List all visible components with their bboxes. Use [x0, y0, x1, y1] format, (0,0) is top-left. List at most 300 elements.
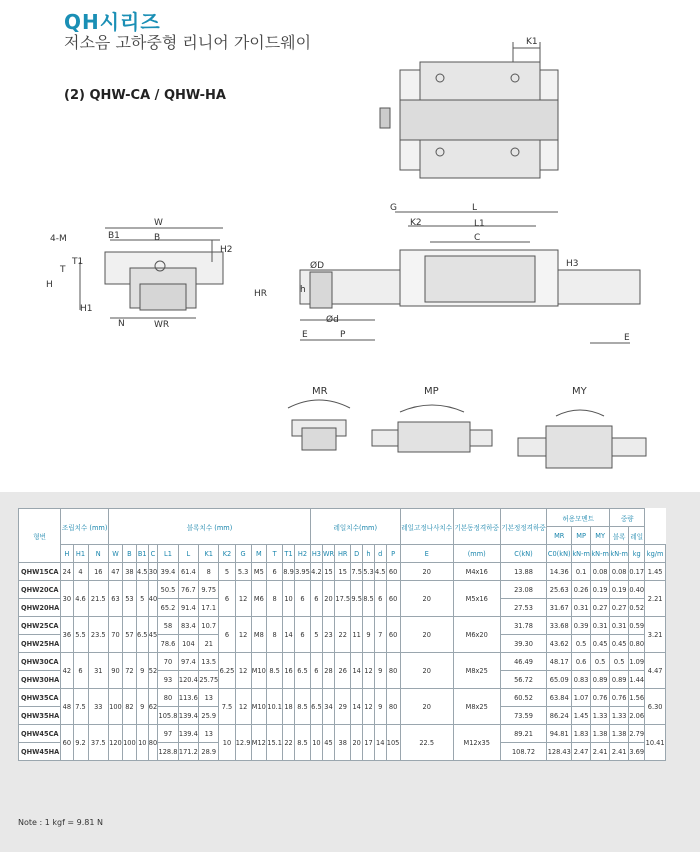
table-cell: 8.5 [294, 689, 310, 725]
table-cell: 10 [219, 725, 235, 761]
table-cell: 5 [219, 563, 235, 581]
table-cell: 8 [199, 563, 219, 581]
table-cell: 7.5 [219, 689, 235, 725]
model-cell: QHW15CA [19, 563, 61, 581]
th-rail-w: 레일 [629, 527, 645, 545]
table-cell: 0.19 [610, 581, 629, 599]
table-cell: M6 [251, 581, 266, 617]
table-cell: 14 [283, 617, 295, 653]
model-cell: QHW20HA [19, 599, 61, 617]
table-cell: 70 [158, 653, 178, 671]
table-cell: 5.5 [73, 617, 88, 653]
table-cell: 6.5 [136, 617, 148, 653]
table-cell: 65.2 [158, 599, 178, 617]
table-cell: 31.67 [547, 599, 572, 617]
table-cell: 52 [148, 653, 158, 689]
table-cell: 17 [363, 725, 375, 761]
table-cell: 8 [267, 617, 283, 653]
table-cell: 80 [148, 725, 158, 761]
table-cell: 80 [386, 689, 400, 725]
table-cell: 73.59 [500, 707, 547, 725]
table-cell: 14 [374, 725, 386, 761]
table-cell: 128.8 [158, 743, 178, 761]
model-cell: QHW30HA [19, 671, 61, 689]
label-h2: H2 [220, 245, 233, 255]
label-l: L [472, 203, 478, 213]
table-cell: 83.4 [178, 617, 198, 635]
table-cell: 82 [122, 689, 136, 725]
table-cell: 6 [311, 581, 323, 617]
table-cell: 12 [235, 689, 251, 725]
table-cell: 5 [136, 581, 148, 617]
table-cell: 104 [178, 635, 198, 653]
table-cell: 26 [335, 653, 351, 689]
sub-header-cell: T1 [283, 545, 295, 563]
table-cell: 1.38 [591, 725, 610, 743]
table-cell: 0.1 [572, 563, 591, 581]
table-cell: 97.4 [178, 653, 198, 671]
table-cell: 0.52 [629, 599, 645, 617]
table-cell: 171.2 [178, 743, 198, 761]
table-cell: 9 [374, 653, 386, 689]
table-cell: 7.5 [351, 563, 363, 581]
table-cell: 89.21 [500, 725, 547, 743]
table-cell: 33.68 [547, 617, 572, 635]
table-cell: 20 [400, 563, 453, 581]
table-cell: M8x25 [453, 653, 500, 689]
sub-header-cell: B [122, 545, 136, 563]
table-cell: 13 [199, 689, 219, 707]
sub-header-row [19, 545, 666, 563]
table-cell: 2.41 [610, 743, 629, 761]
table-cell: 6 [73, 653, 88, 689]
model-cell: QHW20CA [19, 581, 61, 599]
sub-header-cell: T [267, 545, 283, 563]
table-cell: 12 [235, 581, 251, 617]
table-cell: 93 [158, 671, 178, 689]
table-cell: 16 [88, 563, 108, 581]
table-cell: 3.95 [294, 563, 310, 581]
table-cell: 6 [219, 617, 235, 653]
front-view-drawing [80, 228, 223, 318]
table-cell: 1.07 [572, 689, 591, 707]
table-cell: 6 [219, 581, 235, 617]
sub-header-cell: L1 [158, 545, 178, 563]
label-g: G [390, 203, 397, 213]
table-cell: 25.9 [199, 707, 219, 725]
label-n: N [118, 319, 125, 329]
th-assembly: 조립치수 (mm) [61, 509, 109, 545]
table-row [19, 617, 666, 635]
table-cell: 1.45 [645, 563, 666, 581]
table-cell: 14 [351, 689, 363, 725]
table-cell: 12 [363, 689, 375, 725]
table-cell: 14.36 [547, 563, 572, 581]
label-t: T [60, 265, 66, 275]
table-cell: 12.9 [235, 725, 251, 761]
label-phi-d: ØD [310, 261, 325, 271]
table-cell: 22.5 [400, 725, 453, 761]
label-k1: K1 [526, 37, 538, 47]
table-cell: 6 [294, 617, 310, 653]
th-model: 형번 [19, 509, 61, 563]
table-cell: 0.08 [591, 563, 610, 581]
table-cell: 0.39 [572, 617, 591, 635]
table-cell: 29 [335, 689, 351, 725]
table-cell: 61.4 [178, 563, 198, 581]
footnote: Note : 1 kgf = 9.81 N [18, 818, 104, 827]
sub-header-cell: E [400, 545, 453, 563]
table-cell: 86.24 [547, 707, 572, 725]
table-cell: 57 [122, 617, 136, 653]
table-cell: 4.5 [136, 563, 148, 581]
table-cell: 12 [235, 653, 251, 689]
spec-body [19, 563, 666, 761]
table-cell: M12x35 [453, 725, 500, 761]
table-cell: 100 [122, 725, 136, 761]
sub-header-cell: W [109, 545, 123, 563]
table-cell: 15 [335, 563, 351, 581]
sub-header-cell: kN-m [591, 545, 610, 563]
table-cell: M4x16 [453, 563, 500, 581]
table-cell: 28 [322, 653, 334, 689]
table-cell: 17.5 [335, 581, 351, 617]
table-cell: 30 [148, 563, 158, 581]
table-cell: 3.21 [645, 617, 666, 653]
sub-header-cell: C(kN) [500, 545, 547, 563]
label-h3: H3 [566, 259, 579, 269]
table-cell: 39.4 [158, 563, 178, 581]
table-cell: 4.6 [73, 581, 88, 617]
table-cell: 4.5 [374, 563, 386, 581]
sub-header-cell: HR [335, 545, 351, 563]
model-cell: QHW35CA [19, 689, 61, 707]
table-cell: 0.19 [591, 581, 610, 599]
table-cell: 48 [61, 689, 73, 725]
table-cell: 56.72 [500, 671, 547, 689]
table-cell: 120 [109, 725, 123, 761]
table-cell: 8.5 [363, 581, 375, 617]
table-cell: 10 [283, 581, 295, 617]
table-cell: 8.9 [283, 563, 295, 581]
sub-header-cell: B1 [136, 545, 148, 563]
table-cell: 1.09 [629, 653, 645, 671]
sub-header-cell: K1 [199, 545, 219, 563]
table-cell: 0.76 [610, 689, 629, 707]
table-cell: 10.41 [645, 725, 666, 761]
table-cell: 0.5 [591, 653, 610, 671]
table-cell: 13.5 [199, 653, 219, 671]
model-cell: QHW35HA [19, 707, 61, 725]
table-cell: M8 [251, 617, 266, 653]
table-cell: 9 [374, 689, 386, 725]
table-cell: 60 [61, 725, 73, 761]
table-cell: 12 [235, 617, 251, 653]
table-cell: 3.69 [629, 743, 645, 761]
table-cell: 10.1 [267, 689, 283, 725]
table-cell: M10 [251, 653, 266, 689]
sub-header-cell: kN-m [610, 545, 629, 563]
table-cell: 2.47 [572, 743, 591, 761]
sub-header-cell: C [148, 545, 158, 563]
sub-header-cell: G [235, 545, 251, 563]
table-cell: 76.7 [178, 581, 198, 599]
table-cell: 70 [109, 617, 123, 653]
table-cell: 22 [283, 725, 295, 761]
table-cell: 94.81 [547, 725, 572, 743]
sub-header-cell: H2 [294, 545, 310, 563]
table-cell: 8 [267, 581, 283, 617]
table-cell: 47 [109, 563, 123, 581]
table-cell: 139.4 [178, 725, 198, 743]
sub-header-cell: H3 [311, 545, 323, 563]
table-cell: 45 [148, 617, 158, 653]
table-cell: 36 [61, 617, 73, 653]
table-cell: 20 [400, 617, 453, 653]
table-cell: 34 [322, 689, 334, 725]
sub-header-cell: P [386, 545, 400, 563]
table-cell: 0.6 [572, 653, 591, 671]
table-cell: 9.2 [73, 725, 88, 761]
table-cell: M12 [251, 725, 266, 761]
label-mp: MP [424, 386, 439, 397]
table-cell: 65.09 [547, 671, 572, 689]
table-cell: 17.1 [199, 599, 219, 617]
th-static: 기본정정격하중 [500, 509, 547, 545]
table-cell: 14 [351, 653, 363, 689]
th-block-w: 블록 [610, 527, 629, 545]
table-cell: 63 [109, 581, 123, 617]
table-cell: 63.84 [547, 689, 572, 707]
table-cell: 8.5 [267, 653, 283, 689]
table-cell: 25.75 [199, 671, 219, 689]
table-cell: 7.5 [73, 689, 88, 725]
table-cell: 5.3 [363, 563, 375, 581]
th-my: MY [591, 527, 610, 545]
table-cell: 1.56 [629, 689, 645, 707]
table-cell: 0.31 [610, 617, 629, 635]
table-cell: 20 [400, 689, 453, 725]
table-cell: M5x16 [453, 581, 500, 617]
table-cell: 1.33 [591, 707, 610, 725]
table-cell: 0.89 [591, 671, 610, 689]
label-wr: WR [154, 320, 170, 330]
table-cell: 53 [122, 581, 136, 617]
sub-header-cell: WR [322, 545, 334, 563]
table-cell: 1.33 [610, 707, 629, 725]
table-cell: 9 [136, 653, 148, 689]
table-cell: 0.17 [629, 563, 645, 581]
table-cell: 80 [386, 653, 400, 689]
table-cell: 0.59 [629, 617, 645, 635]
model-cell: QHW25HA [19, 635, 61, 653]
table-cell: 13.88 [500, 563, 547, 581]
th-bolt: 레일고정나사치수 [400, 509, 453, 545]
top-view-drawing [380, 42, 558, 178]
table-cell: 0.27 [610, 599, 629, 617]
table-cell: 0.5 [572, 635, 591, 653]
table-cell: 113.6 [178, 689, 198, 707]
table-cell: 45 [322, 725, 334, 761]
label-h1: H1 [80, 304, 93, 314]
table-cell: 15 [322, 563, 334, 581]
table-cell: 25.63 [547, 581, 572, 599]
table-cell: 90 [109, 653, 123, 689]
table-cell: 2.06 [629, 707, 645, 725]
table-cell: 120.4 [178, 671, 198, 689]
table-cell: 5 [311, 617, 323, 653]
table-cell: 58 [158, 617, 178, 635]
table-cell: 10 [311, 725, 323, 761]
table-cell: 31 [88, 653, 108, 689]
table-cell: 6.5 [311, 689, 323, 725]
table-cell: 31.78 [500, 617, 547, 635]
th-moment: 허용모멘트 [547, 509, 610, 527]
table-cell: 91.4 [178, 599, 198, 617]
table-cell: 6 [294, 581, 310, 617]
table-cell: 105.8 [158, 707, 178, 725]
label-mr: MR [312, 386, 328, 397]
table-cell: 60 [386, 617, 400, 653]
label-c: C [474, 233, 481, 243]
table-cell: 108.72 [500, 743, 547, 761]
model-cell: QHW45CA [19, 725, 61, 743]
sub-header-cell: N [88, 545, 108, 563]
table-cell: 11 [351, 617, 363, 653]
table-cell: 0.27 [591, 599, 610, 617]
label-w: W [154, 218, 163, 228]
table-cell: 9.5 [351, 581, 363, 617]
table-cell: 6 [311, 653, 323, 689]
th-dynamic: 기본동정격하중 [453, 509, 500, 545]
table-cell: 20 [351, 725, 363, 761]
side-view-drawing [300, 212, 640, 343]
table-cell: M8x25 [453, 689, 500, 725]
sub-header-cell: C0(kN) [547, 545, 572, 563]
table-cell: 6 [267, 563, 283, 581]
table-cell: 6.30 [645, 689, 666, 725]
th-mp: MP [572, 527, 591, 545]
table-cell: 20 [322, 581, 334, 617]
label-my: MY [572, 386, 587, 397]
table-cell: 10.7 [199, 617, 219, 635]
label-hr: HR [254, 289, 268, 299]
sub-header-cell: kg [629, 545, 645, 563]
table-row [19, 689, 666, 707]
table-cell: 60 [386, 581, 400, 617]
table-cell: 1.38 [610, 725, 629, 743]
sub-header-cell: H1 [73, 545, 88, 563]
table-cell: 46.49 [500, 653, 547, 671]
label-b1: B1 [108, 231, 120, 241]
table-cell: 0.80 [629, 635, 645, 653]
model-cell: QHW30CA [19, 653, 61, 671]
table-cell: 100 [109, 689, 123, 725]
table-cell: 0.31 [591, 617, 610, 635]
table-cell: 72 [122, 653, 136, 689]
table-cell: 27.53 [500, 599, 547, 617]
table-cell: 50.5 [158, 581, 178, 599]
table-row [19, 653, 666, 671]
table-cell: 9 [136, 689, 148, 725]
table-cell: 80 [158, 689, 178, 707]
table-cell: 9.75 [199, 581, 219, 599]
page-subtitle: 저소음 고하중형 리니어 가이드웨이 [64, 33, 312, 52]
table-cell: 23 [322, 617, 334, 653]
label-t1: T1 [72, 257, 84, 267]
moment-icons [288, 400, 646, 468]
table-cell: 15.1 [267, 725, 283, 761]
table-cell: 20 [400, 653, 453, 689]
table-cell: 37.5 [88, 725, 108, 761]
table-cell: 30 [61, 581, 73, 617]
table-cell: 6.5 [294, 653, 310, 689]
table-cell: 139.4 [178, 707, 198, 725]
table-cell: 4.2 [311, 563, 323, 581]
table-cell: 28.9 [199, 743, 219, 761]
table-cell: 21.5 [88, 581, 108, 617]
label-4m: 4-M [50, 234, 67, 244]
table-row [19, 725, 666, 743]
model-cell: QHW45HA [19, 743, 61, 761]
table-cell: 1.45 [572, 707, 591, 725]
table-row [19, 563, 666, 581]
table-cell: 62 [148, 689, 158, 725]
table-cell: 48.17 [547, 653, 572, 671]
th-rail: 레일치수(mm) [311, 509, 401, 545]
table-cell: 7 [374, 617, 386, 653]
table-cell: 42 [61, 653, 73, 689]
table-cell: 24 [61, 563, 73, 581]
sub-header-cell: kg/m [645, 545, 666, 563]
page-title: QH시리즈 [64, 10, 161, 34]
label-e: E [302, 330, 308, 340]
spec-table [18, 508, 666, 761]
table-cell: 23.08 [500, 581, 547, 599]
table-cell: 43.62 [547, 635, 572, 653]
table-cell: 0.40 [629, 581, 645, 599]
table-cell: 0.08 [610, 563, 629, 581]
table-cell: 6.25 [219, 653, 235, 689]
table-cell: M6x20 [453, 617, 500, 653]
sub-header-cell: L [178, 545, 198, 563]
table-cell: 0.76 [591, 689, 610, 707]
sub-header-cell: d [374, 545, 386, 563]
table-cell: 0.83 [572, 671, 591, 689]
table-cell: 0.45 [591, 635, 610, 653]
table-cell: 6 [374, 581, 386, 617]
table-cell: 2.79 [629, 725, 645, 743]
sub-header-cell: M [251, 545, 266, 563]
sub-header-cell: kN-m [572, 545, 591, 563]
label-phi-d-small: Ød [326, 315, 339, 325]
table-cell: 20 [400, 581, 453, 617]
table-cell: 12 [363, 653, 375, 689]
label-e2: E [624, 333, 630, 343]
table-cell: 105 [386, 725, 400, 761]
table-cell: 33 [88, 689, 108, 725]
table-cell: 0.45 [610, 635, 629, 653]
table-cell: 5.3 [235, 563, 251, 581]
label-h-small: h [300, 285, 306, 295]
table-cell: 1.83 [572, 725, 591, 743]
th-block: 블록치수 (mm) [109, 509, 311, 545]
table-cell: 10 [136, 725, 148, 761]
table-cell: 40 [148, 581, 158, 617]
table-cell: 8.5 [294, 725, 310, 761]
table-cell: 4 [73, 563, 88, 581]
label-k2: K2 [410, 218, 422, 228]
